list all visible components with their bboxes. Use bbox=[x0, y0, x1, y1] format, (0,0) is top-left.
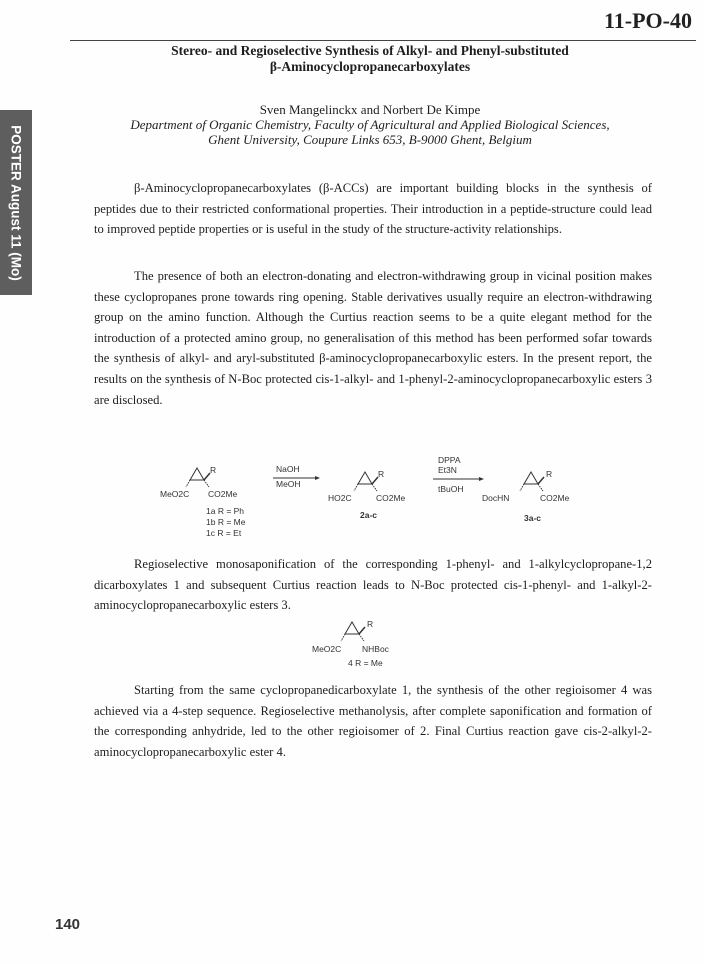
authors-block bbox=[80, 102, 660, 147]
side-tab-label: POSTER August 11 (Mo) bbox=[8, 124, 24, 281]
paragraph-3 bbox=[94, 554, 652, 616]
compound3-right-group: CO2Me bbox=[540, 493, 570, 503]
side-tab bbox=[0, 110, 32, 295]
paragraph-4 bbox=[94, 680, 652, 762]
paragraph-4-text: Starting from the same cyclopropanedicarboxylate 1, the synthesis of the other regioisomer 4 was achieved via a 4-step sequence. Regioselective methanolysis, after complete saponification and formation of the corresponding anhydride, led to the other regioisomer of 2. Final Curtius reaction gave cis-2-alkyl-2-aminocyclopropanecarboxylic ester 4. bbox=[94, 683, 652, 759]
compound3-left-group: DocHN bbox=[482, 493, 510, 503]
compound1-right-group: CO2Me bbox=[208, 489, 238, 499]
step2-reagent-1: DPPA bbox=[438, 455, 461, 465]
author-names: Sven Mangelinckx and Norbert De Kimpe bbox=[259, 102, 481, 117]
compound4-left-group: MeO2C bbox=[312, 644, 342, 654]
variant-1a: 1a R = Ph bbox=[206, 506, 245, 516]
paragraph-3-text: Regioselective monosaponification of the corresponding 1-phenyl- and 1-alkylcyclopropane-1,2 dicarboxylates 1 and subsequent Curtius reaction leads to N-Boc protected cis-1-phenyl- and 1-alkyl-2-aminocyclopropanecarboxylic esters 3. bbox=[94, 557, 652, 613]
step1-solvent: MeOH bbox=[276, 479, 301, 489]
paragraph-1 bbox=[94, 178, 652, 240]
reaction-scheme bbox=[160, 455, 580, 550]
paragraph-1-text: β-Aminocyclopropanecarboxylates (β-ACCs) are important building blocks in the synthesis of peptides due to their restricted conformational properties. Their introduction in a peptide-structure could lead to improved peptide properties or is useful in the study of the structure-activity relationships. bbox=[94, 181, 652, 237]
compound4-r: R bbox=[367, 619, 374, 629]
page-number: 140 bbox=[55, 916, 81, 933]
paragraph-2-text: The presence of both an electron-donating and electron-withdrawing group in vicinal position makes these cyclopropanes prone towards ring opening. Stable derivatives usually require an electron-withdrawing group on the amino function. Although the Curtius reaction seems to be a quite elegant method for the introduction of a protected amino group, no generalisation of this method has been performed sofar towards the synthesis of alkyl- and aryl-substituted β-aminocyclopropanecarboxylic esters. In the present report, the results on the synthesis of N-Boc protected cis-1-alkyl- and 1-phenyl-2-aminocyclopropanecarboxylic esters 3 are disclosed. bbox=[94, 269, 652, 407]
step1-reagent: NaOH bbox=[276, 464, 300, 474]
affiliation-line-2: Ghent University, Coupure Links 653, B-9000 Ghent, Belgium bbox=[208, 132, 532, 147]
compound4-right-group: NHBoc bbox=[362, 644, 389, 654]
reaction-arrow-2 bbox=[433, 476, 488, 482]
title-line-1: Stereo- and Regioselective Synthesis of Alkyl- and Phenyl-substituted bbox=[171, 43, 569, 58]
compound1-r: R bbox=[210, 465, 217, 475]
compound2-r: R bbox=[378, 469, 385, 479]
abstract-code: 11-PO-40 bbox=[604, 8, 692, 33]
step2-reagent-2: Et3N bbox=[438, 465, 457, 475]
compound3-label: 3a-c bbox=[524, 513, 542, 523]
compound2-right-group: CO2Me bbox=[376, 493, 406, 503]
compound2-left-group: HO2C bbox=[328, 493, 352, 503]
paper-title bbox=[80, 43, 660, 75]
step2-solvent: tBuOH bbox=[438, 484, 464, 494]
header-rule bbox=[70, 40, 696, 41]
affiliation-line-1: Department of Organic Chemistry, Faculty of Agricultural and Applied Biological Sciences, bbox=[130, 117, 610, 132]
compound1-left-group: MeO2C bbox=[160, 489, 190, 499]
variant-1c: 1c R = Et bbox=[206, 528, 242, 538]
title-line-2: β-Aminocyclopropanecarboxylates bbox=[269, 59, 471, 74]
compound3-r: R bbox=[546, 469, 553, 479]
compound4-label: 4 R = Me bbox=[348, 658, 383, 668]
paragraph-2 bbox=[94, 266, 652, 410]
structure-4 bbox=[310, 617, 430, 677]
compound2-label: 2a-c bbox=[360, 510, 378, 520]
variant-1b: 1b R = Me bbox=[206, 517, 246, 527]
